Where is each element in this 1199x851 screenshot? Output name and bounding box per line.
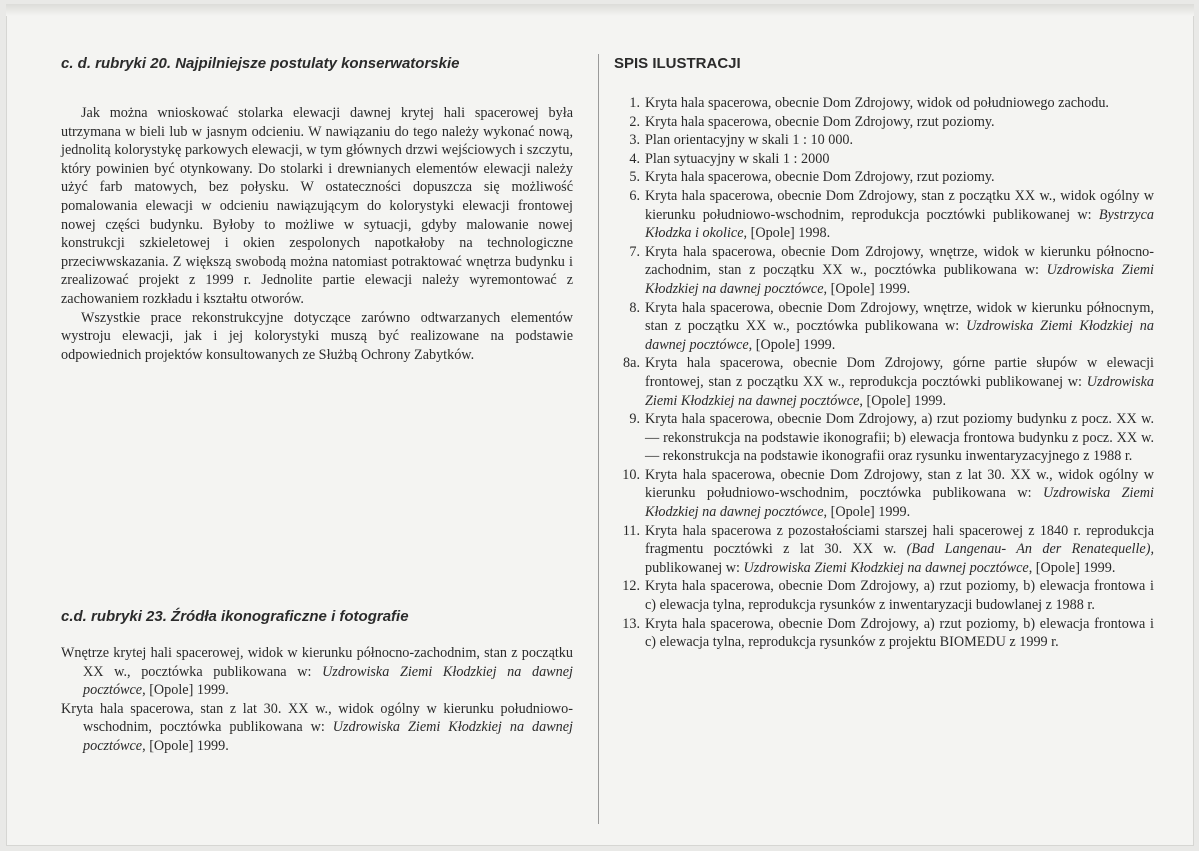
list-item (614, 299, 1154, 355)
item-number: 2. (629, 113, 640, 130)
list-item (614, 354, 1154, 410)
item-text: Plan orientacyjny w skali 1 : 10 000. (645, 132, 854, 149)
list-item (614, 113, 1154, 132)
document-page (6, 4, 1194, 846)
item-number: 4. (629, 150, 640, 167)
item-text: Kryta hala spacerowa, obecnie Dom Zdrojowy, widok od południowego zachodu. (645, 95, 1109, 111)
item-text: Kryta hala spacerowa, obecnie Dom Zdrojowy, wnętrze, widok w kierunku północno-zachodnim, stan z początku XX w., pocztówka publikowana w: Uzdrowiska Ziemi Kłodzkiej na dawnej pocztówce, [Opole] 1999. (645, 243, 1154, 297)
illustrations-list (614, 94, 1154, 652)
list-item (614, 615, 1154, 652)
item-text: Kryta hala spacerowa, obecnie Dom Zdrojowy, a) rzut poziomy, b) elewacja frontowa i c) elewacja tylna, reprodukcja rysunków z inwentaryzacji budowlanej z 1988 r. (645, 578, 1154, 614)
item-number: 1. (629, 95, 640, 111)
item-number: 3. (629, 132, 640, 149)
list-item (614, 131, 1154, 150)
column-divider (598, 54, 599, 824)
list-item (614, 187, 1154, 243)
source-text: Wnętrze krytej hali spacerowej, widok w kierunku północno-zachodnim, stan z początku XX w., pocztówka publikowana w: (61, 645, 573, 680)
sources-list (61, 644, 573, 756)
source-item (61, 644, 573, 700)
list-item (614, 243, 1154, 299)
source-text: , [Opole] 1999. (142, 737, 229, 754)
item-number: 9. (629, 411, 640, 428)
list-item (614, 168, 1154, 187)
list-item (614, 522, 1154, 578)
item-text: Kryta hala spacerowa, obecnie Dom Zdrojowy, rzut poziomy. (645, 113, 995, 130)
source-title: Uzdrowiska Ziemi Kłodzkiej na dawnej pocztówce (83, 663, 573, 699)
item-text: Kryta hala spacerowa, obecnie Dom Zdrojowy, górne partie słupów w elewacji frontowej, stan z początku XX w., reprodukcja pocztówki publikowanej w: Uzdrowiska Ziemi Kłodzkiej na dawnej pocztówce, [Opole] 1999. (645, 355, 1154, 409)
source-item (61, 700, 573, 756)
source-text: Kryta hala spacerowa, stan z lat 30. XX w., widok ogólny w kierunku południowo-wschodnim, pocztówka publikowana w: (61, 700, 573, 736)
item-number: 5. (629, 169, 640, 186)
item-text: Kryta hala spacerowa z pozostałościami starszej hali spacerowej z 1840 r. reprodukcja fragmentu pocztówki z lat 30. XX w. (Bad Langenau- An der Renatequelle), publikowanej w: Uzdrowiska Ziemi Kłodzkiej na dawnej pocztówce, [Opole] 1999. (645, 522, 1155, 576)
item-number: 10. (622, 466, 640, 483)
item-number: 8. (629, 299, 640, 316)
item-text: Kryta hala spacerowa, obecnie Dom Zdrojowy, stan z lat 30. XX w., widok ogólny w kierunku południowo-wschodnim, pocztówka publikowana w: Uzdrowiska Ziemi Kłodzkiej na dawnej pocztówce, [Opole] 1999. (645, 466, 1154, 521)
item-number: 7. (629, 243, 640, 260)
list-item (614, 466, 1154, 522)
illustrations-heading: SPIS ILUSTRACJI (614, 55, 741, 72)
source-title: Uzdrowiska Ziemi Kłodzkiej na dawnej pocztówce (83, 719, 573, 754)
item-number: 6. (629, 187, 640, 204)
paragraph-2: Wszystkie prace rekonstrukcyjne dotyczące zarówno odtwarzanych elementów wystroju elewacji, jak i jej kolorystyki muszą być realizowane na podstawie odpowiednich projektów konsultowanych ze Służbą Ochrony Zabytków. (61, 309, 573, 363)
scan-edge (6, 4, 1194, 16)
item-text: Plan sytuacyjny w skali 1 : 2000 (645, 150, 830, 167)
item-number: 12. (622, 578, 640, 595)
list-item (614, 577, 1154, 614)
illustrations-heading-wrap (614, 55, 1154, 72)
conservation-text (61, 104, 573, 364)
left-column (61, 55, 573, 72)
item-number: 11. (622, 522, 640, 539)
item-text: Kryta hala spacerowa, obecnie Dom Zdrojowy, stan z początku XX w., widok ogólny w kierunku południowo-wschodnim, reprodukcja pocztówki publikowanej w: Bystrzyca Kłodzka i okolice, [Opole] 1998. (645, 187, 1154, 242)
source-text: , [Opole] 1999. (142, 682, 229, 699)
list-item (614, 150, 1154, 169)
section-heading-23: c.d. rubryki 23. Źródła ikonograficzne i fotografie (61, 608, 409, 625)
item-number: 13. (622, 615, 640, 632)
item-text: Kryta hala spacerowa, obecnie Dom Zdrojowy, rzut poziomy. (645, 169, 995, 186)
sources-heading-wrap (61, 608, 573, 625)
list-item (614, 94, 1154, 113)
item-text: Kryta hala spacerowa, obecnie Dom Zdrojowy, wnętrze, widok w kierunku północnym, stan z początku XX w., pocztówka publikowana w: Uzdrowiska Ziemi Kłodzkiej na dawnej pocztówce, [Opole] 1999. (645, 299, 1154, 353)
list-item (614, 410, 1154, 466)
item-number: 8a. (623, 355, 640, 372)
paragraph-1: Jak można wnioskować stolarka elewacji dawnej krytej hali spacerowej była utrzymana w bieli lub w jasnym odcieniu. W nawiązaniu do tego należy wykonać nową, jednolitą kolorystykę parkowych elewacji, w tym głównych drzwi wejściowych i szczytu, który powinien być otynkowany. Do stolarki i drewnianych elementów elewacji należy użyć farb matowych, bez połysku. W ostateczności dopuszcza się możliwość pomalowania elewacji w odcieniu nawiązującym do kolorystyki elewacji frontowej nowej części budynku. Byłoby to możliwe w sytuacji, gdyby malowanie nowej konstrukcji szkieletowej i okien zespolonych napotkałoby na technologiczne przeciwwskazania. Z większą swobodą można natomiast potraktować wnętrza budynku i zrealizować projekt z 1999 r. Jednolite partie elewacji należy wyremontować z zachowaniem rozkładu i kształtu otworów. (61, 105, 573, 307)
item-text: Kryta hala spacerowa, obecnie Dom Zdrojowy, a) rzut poziomy budynku z pocz. XX w. — rekonstrukcja na podstawie ikonografii; b) elewacja frontowa budynku z pocz. XX w. — rekonstrukcja na podstawie ikonografii oraz rysunku inwentaryzacyjnego z 1988 r. (645, 411, 1154, 465)
section-heading-20: c. d. rubryki 20. Najpilniejsze postulaty konserwatorskie (61, 55, 460, 72)
item-text: Kryta hala spacerowa, obecnie Dom Zdrojowy, a) rzut poziomy, b) elewacja frontowa i c) elewacja tylna, reprodukcja rysunków z projektu BIOMEDU z 1999 r. (645, 615, 1154, 651)
